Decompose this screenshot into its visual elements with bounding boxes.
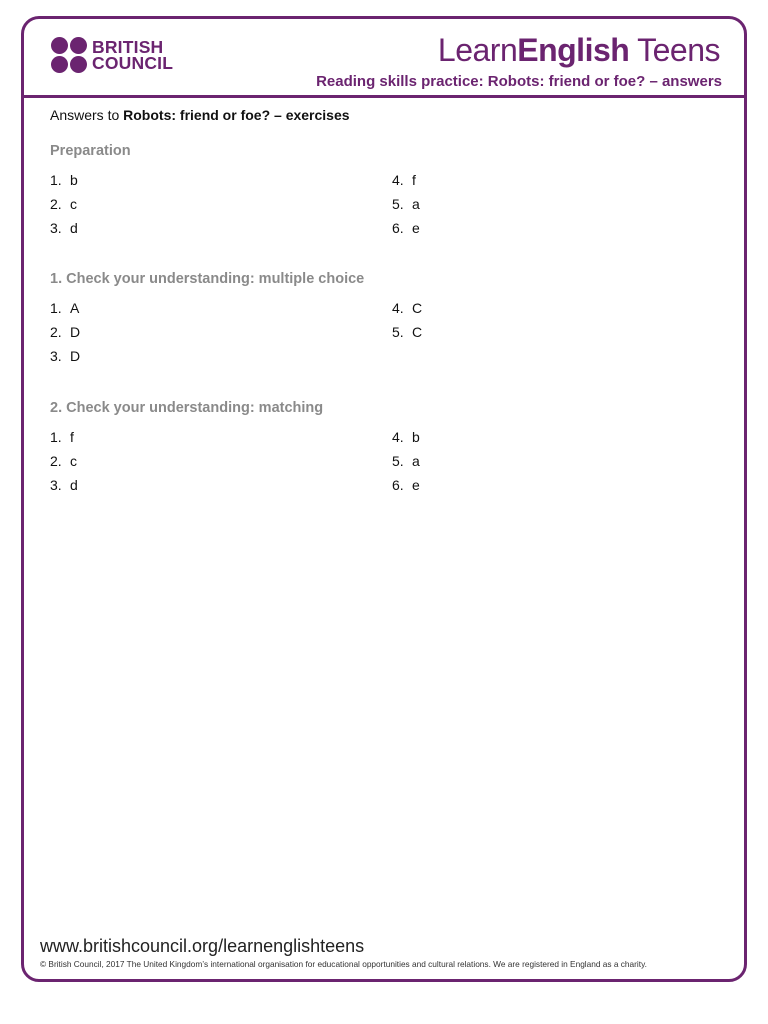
- answer-item: 6. e: [392, 220, 420, 236]
- section-heading: 1. Check your understanding: multiple choice: [50, 271, 365, 287]
- document-title: Reading skills practice: Robots: friend or foe? – answers: [316, 73, 722, 90]
- footer-url-link[interactable]: www.britishcouncil.org/learnenglishteens: [40, 936, 365, 956]
- answer-item: 2. D: [50, 324, 81, 340]
- section-matching: [50, 398, 470, 493]
- answer-column-left: [50, 171, 78, 243]
- brand-learn: Learn: [437, 32, 518, 68]
- footer-copyright: © British Council, 2017 The United Kingdom’s international organisation for educational opportunities and cultural relations. We are registered in England as a charity.: [40, 959, 647, 969]
- brand-teens: Teens: [629, 32, 720, 68]
- logo-text: [92, 39, 173, 71]
- brand-english: English: [517, 32, 630, 68]
- section-heading: 2. Check your understanding: matching: [50, 400, 324, 416]
- learnenglish-teens-brand: [438, 32, 720, 69]
- answer-item: 5. a: [392, 196, 420, 212]
- intro-title: Robots: friend or foe? – exercises: [123, 107, 350, 123]
- header-divider: [24, 95, 744, 98]
- logo-line-2: COUNCIL: [92, 53, 174, 73]
- answer-column-right: [392, 299, 422, 347]
- answer-item: 4. f: [392, 172, 416, 188]
- logo-line-1: BRITISH: [92, 37, 164, 57]
- logo-dots-icon: [51, 37, 87, 73]
- intro-prefix: Answers to: [50, 107, 124, 123]
- british-council-logo: [51, 37, 173, 73]
- answer-item: 1. f: [50, 429, 74, 445]
- section-heading: Preparation: [50, 143, 131, 159]
- intro-line: [50, 107, 350, 123]
- answer-item: 4. C: [392, 300, 423, 316]
- answer-item: 2. c: [50, 196, 77, 212]
- answer-item: 5. C: [392, 324, 423, 340]
- section-preparation: [50, 141, 470, 236]
- answer-item: 3. d: [50, 220, 78, 236]
- answer-item: 2. c: [50, 453, 77, 469]
- answer-item: 4. b: [392, 429, 420, 445]
- section-multiple-choice: [50, 269, 470, 364]
- answer-column-left: [50, 428, 78, 500]
- answer-column-right: [392, 428, 420, 500]
- answer-item: 1. A: [50, 300, 80, 316]
- answer-item: 5. a: [392, 453, 420, 469]
- answer-item: 6. e: [392, 477, 420, 493]
- answer-column-left: [50, 299, 80, 371]
- answer-item: 3. D: [50, 348, 81, 364]
- answer-item: 1. b: [50, 172, 78, 188]
- answer-column-right: [392, 171, 420, 243]
- answer-item: 3. d: [50, 477, 78, 493]
